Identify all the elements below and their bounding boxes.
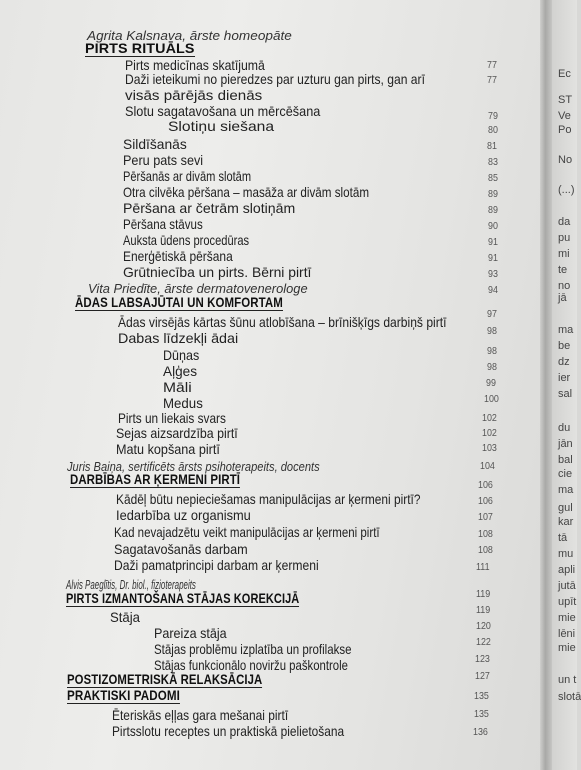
toc-page-number: 97 (487, 308, 497, 320)
toc-page-number: 98 (487, 325, 497, 337)
toc-entry: Slotu sagatavošana un mērcēšana (125, 104, 321, 119)
toc-entry: Grūtniecība un pirts. Bērni pirtī (123, 265, 312, 280)
facing-page-text: Ec (558, 68, 571, 80)
toc-page-number: 106 (478, 495, 493, 507)
toc-page-number: 80 (488, 124, 498, 136)
facing-page-text: mie (558, 612, 576, 624)
toc-entry: Stāja (110, 610, 140, 625)
facing-page-text: un t (558, 674, 577, 686)
toc-page-number: 100 (484, 393, 499, 405)
toc-page-number: 79 (488, 110, 498, 122)
toc-entry: Pēršanās ar divām slotām (123, 169, 252, 184)
toc-author-line: Juris Baiņa, sertificēts ārsts psihoterapeits, docents (67, 459, 320, 474)
toc-page-number: 127 (475, 670, 490, 682)
toc-page-number: 91 (488, 236, 498, 248)
toc-section-heading: PIRTS RITUĀLS (85, 41, 195, 56)
facing-page-text: pu (558, 232, 571, 244)
toc-page-number: 122 (476, 636, 491, 648)
toc-author-line: Vita Priedīte, ārste dermatovenerologe (88, 281, 308, 296)
facing-page-text: sal (558, 388, 573, 400)
toc-entry: Pareiza stāja (154, 626, 227, 641)
toc-entry: Daži pamatprincipi darbam ar ķermeni (114, 558, 319, 573)
toc-page-number: 102 (482, 412, 497, 424)
toc-entry: Ādas virsējās kārtas šūnu atlobīšana – brīnišķīgs darbiņš pirtī (118, 315, 447, 330)
facing-page-text: jutā (558, 580, 576, 592)
toc-page-number: 120 (476, 620, 491, 632)
toc-page-number: 98 (487, 361, 497, 373)
toc-page-number: 119 (476, 588, 491, 600)
toc-page-number: 106 (478, 479, 493, 491)
toc-page-number: 102 (482, 427, 497, 439)
facing-page-text: Ve (558, 110, 571, 122)
toc-entry: Pirts un liekais svars (118, 411, 226, 426)
toc-entry: Kad nevajadzētu veikt manipulācijas ar ķermeni pirtī (114, 525, 380, 540)
facing-page-text: apli (558, 564, 576, 576)
facing-page-text: ier (558, 372, 571, 384)
facing-page-text: cie (558, 468, 573, 480)
toc-page-number: 77 (487, 59, 497, 71)
toc-entry: Pēršana stāvus (123, 217, 203, 232)
book-gutter (540, 0, 552, 770)
toc-entry: visās pārējās dienās (125, 88, 263, 103)
facing-page-text: te (558, 264, 568, 276)
toc-entry: Pēršana ar četrām slotiņām (123, 201, 296, 216)
toc-page-number: 85 (488, 172, 498, 184)
toc-entry: Stājas funkcionālo noviržu paškontrole (154, 658, 348, 673)
facing-page-text: lēni (558, 628, 576, 640)
toc-entry: Iedarbība uz organismu (116, 508, 251, 523)
toc-entry: Dabas līdzekļi ādai (118, 331, 239, 346)
toc-page-number: 111 (476, 561, 490, 573)
facing-page-text: ma (558, 484, 574, 496)
facing-page-text: Po (558, 124, 572, 136)
toc-entry: Kādēļ būtu nepieciešamas manipulācijas ar ķermeni pirtī? (116, 492, 421, 507)
facing-page-text: ST (558, 94, 573, 106)
toc-entry: Medus (163, 396, 203, 411)
toc-page-number: 136 (473, 726, 488, 738)
facing-page-text: no (558, 280, 571, 292)
toc-author-line: Alvis Paeglītis, Dr. biol., fizioterapeits (66, 577, 196, 592)
toc-page-number: 90 (488, 220, 498, 232)
toc-entry: Otra cilvēka pēršana – masāža ar divām slotām (123, 185, 370, 200)
toc-page-number: 104 (480, 460, 495, 472)
facing-page-text: dz (558, 356, 570, 368)
toc-entry: Peru pats sevi (123, 153, 204, 168)
facing-page-text: jā (558, 292, 567, 304)
facing-page-text: tā (558, 532, 568, 544)
toc-entry: Auksta ūdens procedūras (123, 233, 250, 248)
toc-page-number: 119 (476, 604, 491, 616)
toc-section-heading: DARBĪBAS AR ĶERMENI PIRTĪ (70, 472, 241, 487)
facing-page-text: slotā (558, 691, 581, 703)
toc-entry: Sagatavošanās darbam (114, 542, 248, 557)
facing-page-text: bal (558, 454, 573, 466)
toc-page-number: 94 (488, 284, 498, 296)
toc-section-heading: ĀDAS LABSAJŪTAI UN KOMFORTAM (75, 295, 283, 310)
toc-entry: Pirtsslotu receptes un praktiskā pielietošana (112, 724, 345, 739)
toc-page-number: 123 (475, 653, 490, 665)
toc-page-number: 103 (482, 442, 497, 454)
toc-page-number: 93 (488, 268, 498, 280)
toc-entry: Pirts medicīnas skatījumā (125, 58, 265, 73)
toc-page-number: 89 (488, 188, 498, 200)
facing-page-text: jān (558, 438, 573, 450)
toc-page-number: 99 (486, 377, 496, 389)
facing-page-text: mu (558, 548, 574, 560)
toc-entry: Stājas problēmu izplatība un profilakse (154, 642, 352, 657)
toc-entry: Māli (163, 380, 192, 395)
facing-page-text: kar (558, 516, 574, 528)
toc-page-number: 83 (488, 156, 498, 168)
facing-page-text: du (558, 422, 571, 434)
toc-entry: Dūņas (163, 348, 200, 363)
toc-page-number: 107 (478, 511, 493, 523)
facing-page-text: be (558, 340, 571, 352)
toc-section-heading: PRAKTISKI PADOMI (67, 688, 180, 703)
facing-page-text: da (558, 216, 571, 228)
toc-entry: Daži ieteikumi no pieredzes par uzturu gan pirts, gan arī (125, 72, 425, 87)
facing-page-text: gul (558, 502, 573, 514)
facing-page-text: (...) (558, 184, 575, 196)
facing-page-text: mie (558, 642, 576, 654)
toc-entry: Slotiņu siešana (168, 119, 275, 134)
toc-entry: Matu kopšana pirtī (116, 442, 220, 457)
toc-entry: Ēteriskās eļļas gara mešanai pirtī (112, 708, 289, 723)
toc-page-number: 108 (478, 528, 493, 540)
toc-page-number: 108 (478, 544, 493, 556)
toc-page-number: 89 (488, 204, 498, 216)
toc-section-heading: POSTIZOMETRISKĀ RELAKSĀCIJA (67, 672, 263, 687)
toc-page-number: 91 (488, 252, 498, 264)
facing-page-text: No (558, 154, 573, 166)
facing-page-text: upīt (558, 596, 577, 608)
toc-entry: Aļģes (163, 364, 198, 379)
toc-author-line: Agrita Kalsnava, ārste homeopāte (87, 28, 292, 43)
toc-entry: Sejas aizsardzība pirtī (116, 426, 238, 441)
facing-page-text: mi (558, 248, 570, 260)
toc-page-number: 81 (487, 140, 497, 152)
toc-page-number: 98 (487, 345, 497, 357)
toc-page-number: 135 (474, 708, 489, 720)
toc-page-number: 77 (487, 74, 497, 86)
facing-page (552, 0, 581, 770)
toc-section-heading: PIRTS IZMANTOŠANA STĀJAS KOREKCIJĀ (66, 591, 300, 606)
toc-entry: Enerģētiskā pēršana (123, 249, 233, 264)
toc-page-number: 135 (474, 690, 489, 702)
facing-page-text: ma (558, 324, 574, 336)
toc-entry: Sildīšanās (123, 137, 187, 152)
